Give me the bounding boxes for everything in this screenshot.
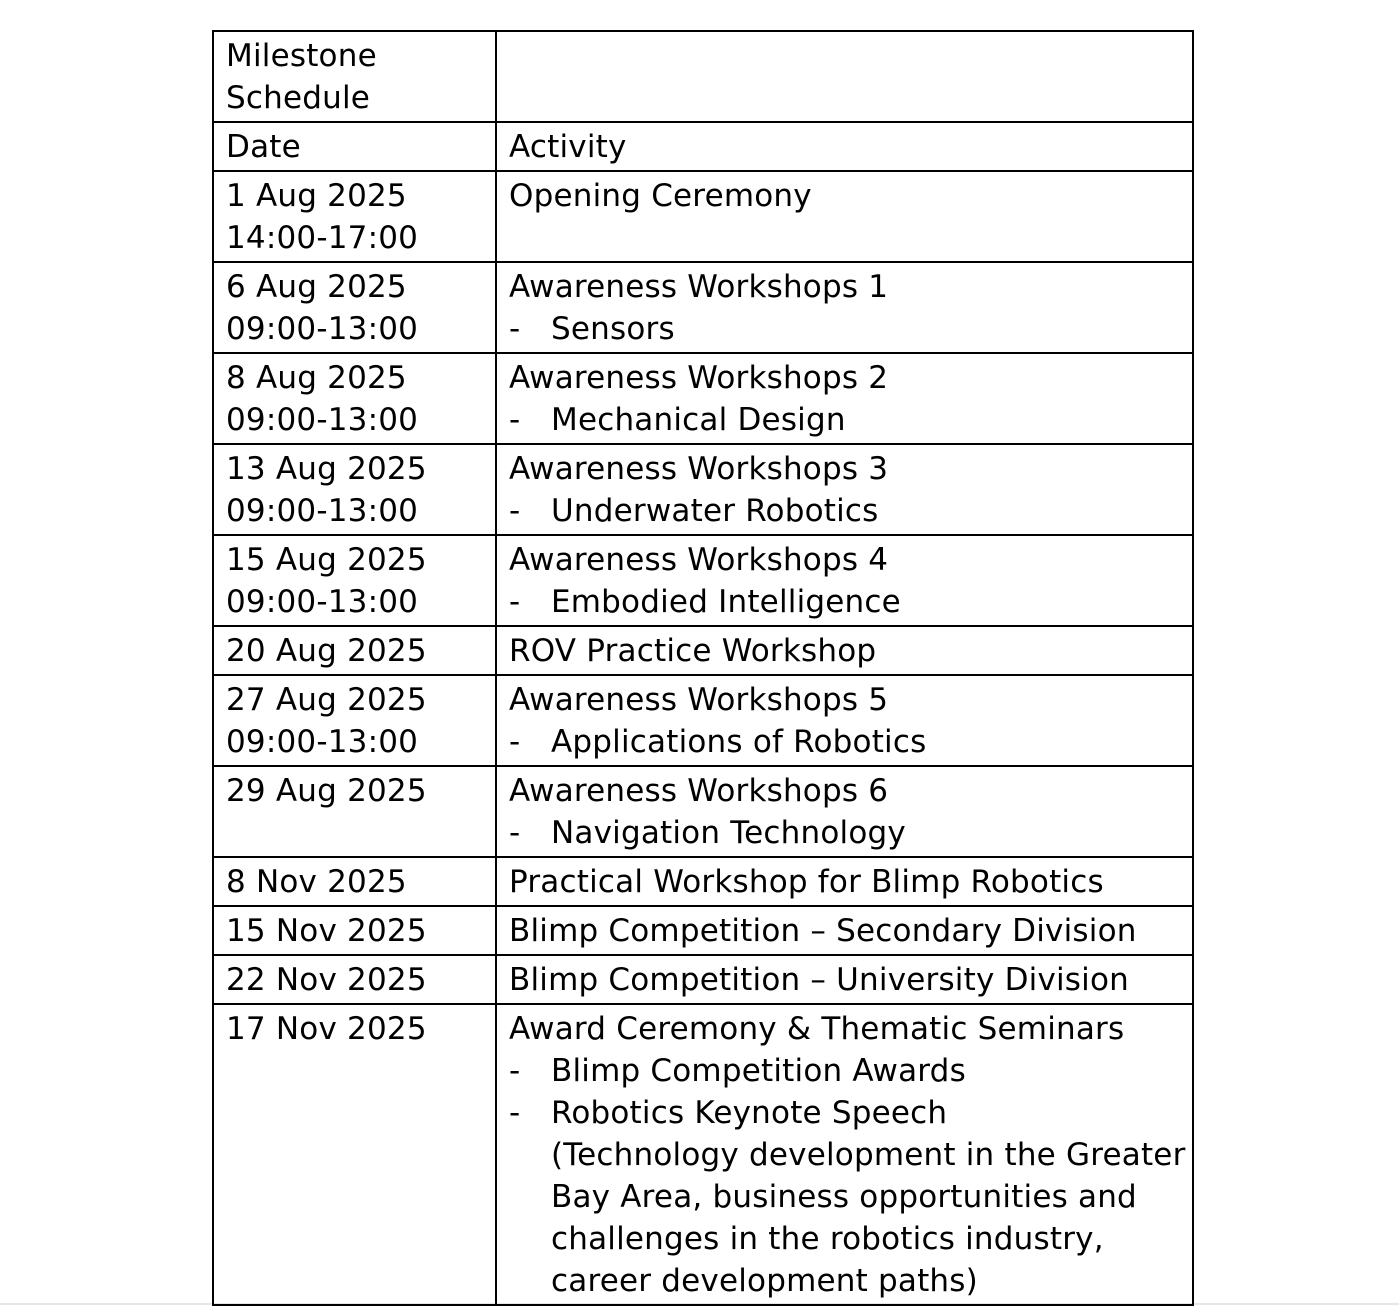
row-date: 20 Aug 2025	[226, 633, 427, 669]
row-time: 09:00-13:00	[226, 493, 419, 529]
date-cell	[213, 626, 496, 675]
row-time: 09:00-13:00	[226, 724, 419, 760]
table-row	[213, 353, 1193, 444]
activity-cell	[496, 262, 1193, 353]
activity-detail-text: Mechanical Design	[551, 402, 846, 438]
table-title-line-1: Milestone	[226, 38, 377, 74]
row-time: 09:00-13:00	[226, 311, 419, 347]
activity-detail-text: Embodied Intelligence	[551, 584, 901, 620]
row-date: 15 Nov 2025	[226, 913, 427, 949]
activity-cell	[496, 857, 1193, 906]
table-row	[213, 955, 1193, 1004]
keynote-line: (Technology development in the Greater	[551, 1137, 1186, 1173]
date-column-header: Date	[213, 122, 496, 171]
row-date: 27 Aug 2025	[226, 682, 427, 718]
activity-cell	[496, 675, 1193, 766]
activity-detail-text: Navigation Technology	[551, 815, 906, 851]
activity-cell	[496, 766, 1193, 857]
row-time: 09:00-13:00	[226, 584, 419, 620]
activity-detail-item	[509, 812, 1182, 854]
row-activity: Opening Ceremony	[509, 178, 812, 214]
activity-cell	[496, 626, 1193, 675]
keynote-detail-text	[551, 1092, 1186, 1302]
date-cell	[213, 262, 496, 353]
activity-cell	[496, 955, 1193, 1004]
bullet-dash: -	[509, 493, 521, 529]
activity-detail-text: Blimp Competition Awards	[551, 1053, 966, 1089]
activity-detail-item	[509, 308, 1182, 350]
activity-detail-item	[509, 399, 1182, 441]
row-activity: Awareness Workshops 5	[509, 682, 889, 718]
row-date: 15 Aug 2025	[226, 542, 427, 578]
activity-detail-item	[509, 1050, 1182, 1092]
table-row	[213, 766, 1193, 857]
table-row	[213, 444, 1193, 535]
activity-detail-item	[509, 721, 1182, 763]
activity-detail-text: Applications of Robotics	[551, 724, 927, 760]
activity-column-header: Activity	[496, 122, 1193, 171]
row-date: 17 Nov 2025	[226, 1011, 427, 1047]
date-cell	[213, 535, 496, 626]
date-cell	[213, 906, 496, 955]
row-activity: Award Ceremony & Thematic Seminars	[509, 1011, 1125, 1047]
row-activity: Awareness Workshops 4	[509, 542, 889, 578]
activity-cell	[496, 906, 1193, 955]
table-row	[213, 171, 1193, 262]
activity-cell	[496, 444, 1193, 535]
table-title-empty-cell	[496, 31, 1193, 122]
activity-cell	[496, 535, 1193, 626]
keynote-line: career development paths)	[551, 1263, 978, 1299]
row-activity: Awareness Workshops 6	[509, 773, 889, 809]
row-date: 22 Nov 2025	[226, 962, 427, 998]
bullet-dash: -	[509, 1053, 521, 1089]
date-cell	[213, 955, 496, 1004]
activity-detail-text: Underwater Robotics	[551, 493, 879, 529]
activity-detail-item	[509, 490, 1182, 532]
table-row	[213, 535, 1193, 626]
row-date: 6 Aug 2025	[226, 269, 407, 305]
table-row	[213, 906, 1193, 955]
keynote-line: Bay Area, business opportunities and	[551, 1179, 1137, 1215]
bullet-dash: -	[509, 402, 521, 438]
activity-cell	[496, 1004, 1193, 1305]
row-date: 1 Aug 2025	[226, 178, 407, 214]
keynote-line: Robotics Keynote Speech	[551, 1095, 948, 1131]
milestone-schedule-table	[212, 30, 1194, 1306]
row-activity: Awareness Workshops 3	[509, 451, 889, 487]
activity-detail-item	[509, 581, 1182, 623]
date-cell	[213, 1004, 496, 1305]
table-row	[213, 857, 1193, 906]
table-title-row	[213, 31, 1193, 122]
activity-cell	[496, 353, 1193, 444]
row-date: 8 Nov 2025	[226, 864, 407, 900]
keynote-line: challenges in the robotics industry,	[551, 1221, 1104, 1257]
row-activity: Practical Workshop for Blimp Robotics	[509, 864, 1104, 900]
row-time: 09:00-13:00	[226, 402, 419, 438]
row-activity: Awareness Workshops 1	[509, 269, 889, 305]
date-cell	[213, 444, 496, 535]
bullet-dash: -	[509, 1095, 521, 1131]
table-row	[213, 626, 1193, 675]
date-cell	[213, 171, 496, 262]
row-time: 14:00-17:00	[226, 220, 419, 256]
bullet-dash: -	[509, 584, 521, 620]
bullet-dash: -	[509, 815, 521, 851]
table-header-row	[213, 122, 1193, 171]
date-cell	[213, 766, 496, 857]
table-row	[213, 1004, 1193, 1305]
bullet-dash: -	[509, 311, 521, 347]
table-title-line-2: Schedule	[226, 80, 371, 116]
activity-detail-item	[509, 1092, 1186, 1302]
bullet-dash: -	[509, 724, 521, 760]
date-cell	[213, 857, 496, 906]
table-title-cell	[213, 31, 496, 122]
date-cell	[213, 675, 496, 766]
row-activity: Awareness Workshops 2	[509, 360, 889, 396]
date-cell	[213, 353, 496, 444]
activity-cell	[496, 171, 1193, 262]
row-date: 8 Aug 2025	[226, 360, 407, 396]
row-activity: Blimp Competition – Secondary Division	[509, 913, 1137, 949]
empty-line	[509, 217, 1182, 259]
table-row	[213, 262, 1193, 353]
row-date: 29 Aug 2025	[226, 773, 427, 809]
row-date: 13 Aug 2025	[226, 451, 427, 487]
table-row	[213, 675, 1193, 766]
row-activity: ROV Practice Workshop	[509, 633, 877, 669]
row-activity: Blimp Competition – University Division	[509, 962, 1129, 998]
activity-detail-text: Sensors	[551, 311, 675, 347]
